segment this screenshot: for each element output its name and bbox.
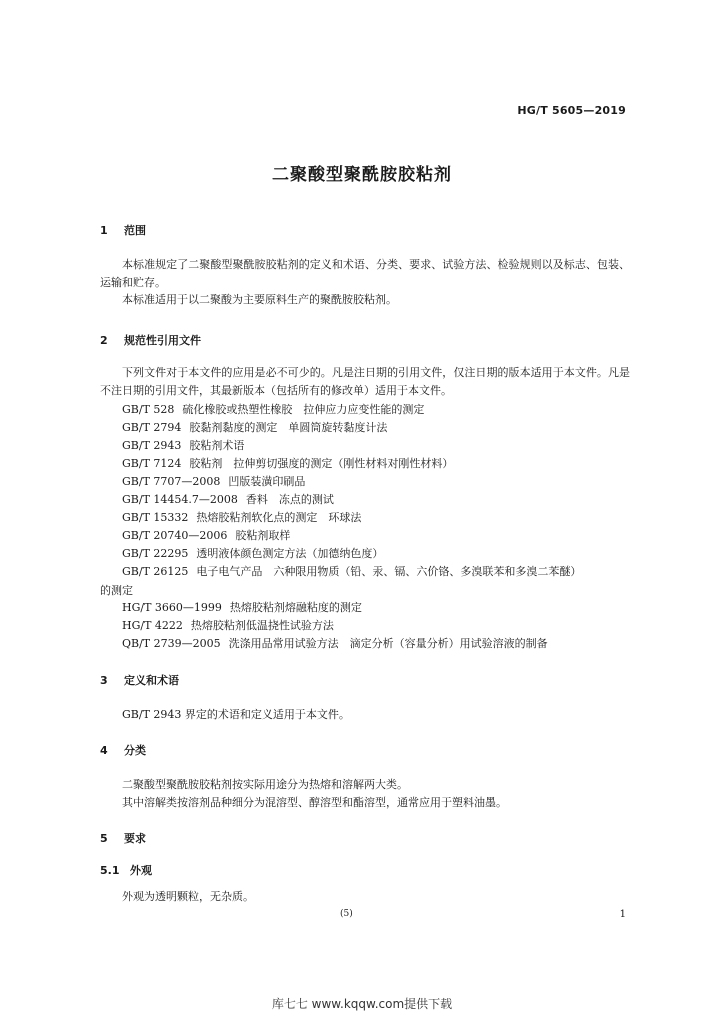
reference-title: 电子电气产品 六种限用物质（铅、汞、镉、六价铬、多溴联苯和多溴二苯醚） <box>196 565 582 578</box>
section-5-1-heading <box>100 862 152 878</box>
section-1-paragraph-1: 本标准规定了二聚酸型聚酰胺胶粘剂的定义和术语、分类、要求、试验方法、检验规则以及标志、包装、运输和贮存。 <box>100 258 630 289</box>
reference-title: 胶黏剂黏度的测定 单圆筒旋转黏度计法 <box>189 421 388 434</box>
reference-code: HG/T 3660—1999 <box>122 601 222 614</box>
reference-title: 胶粘剂术语 <box>189 439 245 452</box>
reference-title: 透明液体颜色测定方法（加德纳色度） <box>196 547 384 560</box>
reference-code: GB/T 2943 <box>122 439 182 452</box>
reference-code: GB/T 15332 <box>122 511 189 524</box>
section-1-heading <box>100 222 146 238</box>
section-5-1-paragraph: 外观为透明颗粒，无杂质。 <box>122 890 254 903</box>
reference-item <box>122 618 334 634</box>
download-watermark: 库七七 www.kqqw.com提供下载 <box>271 997 453 1011</box>
reference-code: GB/T 2794 <box>122 421 182 434</box>
section-title: 范围 <box>124 224 146 237</box>
reference-item <box>122 546 383 562</box>
page-stamp: (5) <box>340 909 353 919</box>
reference-item <box>122 456 453 472</box>
reference-code: GB/T 14454.7—2008 <box>122 493 238 506</box>
reference-item <box>122 420 387 436</box>
section-number: 3 <box>100 674 108 687</box>
reference-code: QB/T 2739—2005 <box>122 637 221 650</box>
reference-item <box>122 438 244 454</box>
reference-item <box>122 636 548 652</box>
reference-item <box>122 510 361 526</box>
reference-code: HG/T 4222 <box>122 619 183 632</box>
reference-title: 热熔胶粘剂熔融粘度的测定 <box>229 601 362 614</box>
section-number: 5.1 <box>100 864 120 877</box>
section-number: 2 <box>100 334 108 347</box>
reference-continuation: 的测定 <box>100 584 133 597</box>
section-4-paragraph-1: 二聚酸型聚酰胺胶粘剂按实际用途分为热熔和溶解两大类。 <box>122 778 408 791</box>
reference-code: GB/T 7124 <box>122 457 182 470</box>
reference-code: GB/T 22295 <box>122 547 189 560</box>
reference-code: GB/T 528 <box>122 403 175 416</box>
reference-code: GB/T 20740—2006 <box>122 529 228 542</box>
reference-title: 胶粘剂取样 <box>235 529 291 542</box>
section-4-heading <box>100 742 146 758</box>
section-5-heading <box>100 830 146 846</box>
reference-item <box>122 402 424 418</box>
section-3-paragraph: GB/T 2943 界定的术语和定义适用于本文件。 <box>122 708 350 721</box>
reference-title: 胶粘剂 拉伸剪切强度的测定（刚性材料对刚性材料） <box>189 457 454 470</box>
reference-title: 香料 冻点的测试 <box>245 493 334 506</box>
section-number: 4 <box>100 744 108 757</box>
section-title: 规范性引用文件 <box>124 334 201 347</box>
section-title: 定义和术语 <box>124 674 179 687</box>
reference-title: 洗涤用品常用试验方法 滴定分析（容量分析）用试验溶液的制备 <box>228 637 548 650</box>
section-1-paragraph-2: 本标准适用于以二聚酸为主要原料生产的聚酰胺胶粘剂。 <box>122 293 397 306</box>
reference-item <box>122 600 362 616</box>
section-title: 要求 <box>124 832 146 845</box>
section-3-heading <box>100 672 179 688</box>
reference-title: 热熔胶粘剂软化点的测定 环球法 <box>196 511 362 524</box>
section-number: 5 <box>100 832 108 845</box>
section-number: 1 <box>100 224 108 237</box>
page-number: 1 <box>619 909 626 920</box>
reference-code: GB/T 7707—2008 <box>122 475 221 488</box>
reference-title: 硫化橡胶或热塑性橡胶 拉伸应力应变性能的测定 <box>182 403 425 416</box>
document-code: HG/T 5605—2019 <box>517 104 626 117</box>
section-title: 分类 <box>124 744 146 757</box>
reference-title: 凹版装潢印刷品 <box>228 475 306 488</box>
section-4-paragraph-2: 其中溶解类按溶剂品种细分为混溶型、醇溶型和酯溶型，通常应用于塑料油墨。 <box>122 796 507 809</box>
reference-item <box>122 474 305 490</box>
section-2-intro: 下列文件对于本文件的应用是必不可少的。凡是注日期的引用文件，仅注日期的版本适用于本文件。凡是不注日期的引用文件，其最新版本（包括所有的修改单）适用于本文件。 <box>100 366 630 397</box>
section-title: 外观 <box>130 864 152 877</box>
reference-code: GB/T 26125 <box>122 565 189 578</box>
reference-item <box>122 492 334 508</box>
reference-item <box>122 564 581 580</box>
document-title: 二聚酸型聚酰胺胶粘剂 <box>272 165 452 185</box>
reference-title: 热熔胶粘剂低温挠性试验方法 <box>190 619 334 632</box>
section-2-heading <box>100 332 201 348</box>
reference-item <box>122 528 290 544</box>
